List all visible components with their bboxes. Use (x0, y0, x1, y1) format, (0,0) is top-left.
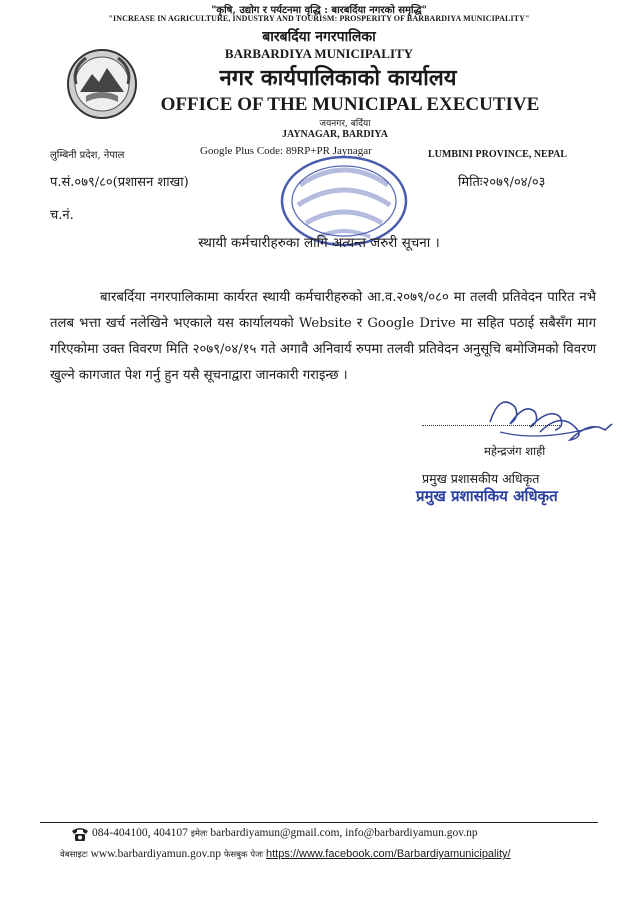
footer-facebook-label: फेसबुक पेजः (223, 850, 264, 860)
designation-stamp: प्रमुख प्रशासकिय अधिकृत (416, 487, 558, 505)
signer-name: महेन्द्रजंग शाही (484, 444, 546, 458)
signer-designation: प्रमुख प्रशासकीय अधिकृत (422, 471, 540, 486)
province-nepali: लुम्बिनी प्रदेश, नेपाल (50, 150, 125, 161)
office-name-nepali: नगर कार्यपालिकाको कार्यालय (219, 65, 457, 91)
municipality-name-english: BARBARDIYA MUNICIPALITY (224, 46, 414, 61)
letter-number: प.सं.०७९/८०(प्रशासन शाखा) (50, 175, 189, 190)
letter-date: मितिः२०७९/०४/०३ (458, 175, 546, 190)
footer-emails[interactable]: barbardiyamun@gmail.com, info@barbardiyamun.gov.np (210, 827, 478, 839)
footer-contact-line (92, 827, 478, 839)
footer-web-line (60, 848, 511, 860)
slogan-english: "INCREASE IN AGRICULTURE, INDUSTRY AND TOURISM: PROSPERITY OF BARBARDIYA MUNICIPALITY" (108, 14, 530, 23)
signature-line (422, 415, 562, 426)
dispatch-number: च.नं. (50, 208, 74, 223)
notice-body: बारबर्दिया नगरपालिकामा कार्यरत स्थायी कर्मचारीहरुको आ.व.२०७९/०८० मा तलवी प्रतिवेदन पारित नभै तलब भत्ता खर्च नलेखिने भएकाले यस कार्यालयको Website र Google Drive मा सहित पठाई सबैसँग माग गरिएकोमा उक्त विवरण मिति २०७९/०४/१५ गते अगावै अनिवार्य रुपमा तलवी प्रतिवेदन अनुसूचि बमोजिमको विवरण खुल्ने कागजात पेश गर्नु हुन यसै सूचनाद्वारा जानकारी गराइन्छ । (50, 290, 596, 383)
footer-phone: 084-404100, 404107 (92, 827, 188, 839)
footer-divider (40, 822, 598, 823)
footer-email-label: इमेलः (190, 829, 208, 839)
footer-website[interactable]: www.barbardiyamun.gov.np (90, 848, 221, 860)
google-plus-code: Google Plus Code: 89RP+PR Jaynagar (200, 145, 372, 157)
telephone-icon (71, 826, 89, 842)
slogan-nepali: "कृषि, उद्योग र पर्यटनमा वृद्धि : बारबर्दिया नगरको समृद्धि" (211, 5, 427, 16)
footer-website-label: वेबसाइटः (60, 850, 88, 860)
municipality-name-nepali: बारबर्दिया नगरपालिका (262, 29, 376, 45)
address-nepali: जयनगर, बर्दिया (319, 119, 371, 129)
office-name-english: OFFICE OF THE MUNICIPAL EXECUTIVE (160, 94, 540, 115)
footer-facebook-link[interactable]: https://www.facebook.com/Barbardiyamunicipality/ (266, 848, 511, 860)
notice-subject: स्थायी कर्मचारीहरुका लागि अत्यन्त जरुरी सूचना । (198, 235, 440, 251)
address-english: JAYNAGAR, BARDIYA (282, 129, 388, 140)
province-english: LUMBINI PROVINCE, NEPAL (428, 149, 567, 160)
